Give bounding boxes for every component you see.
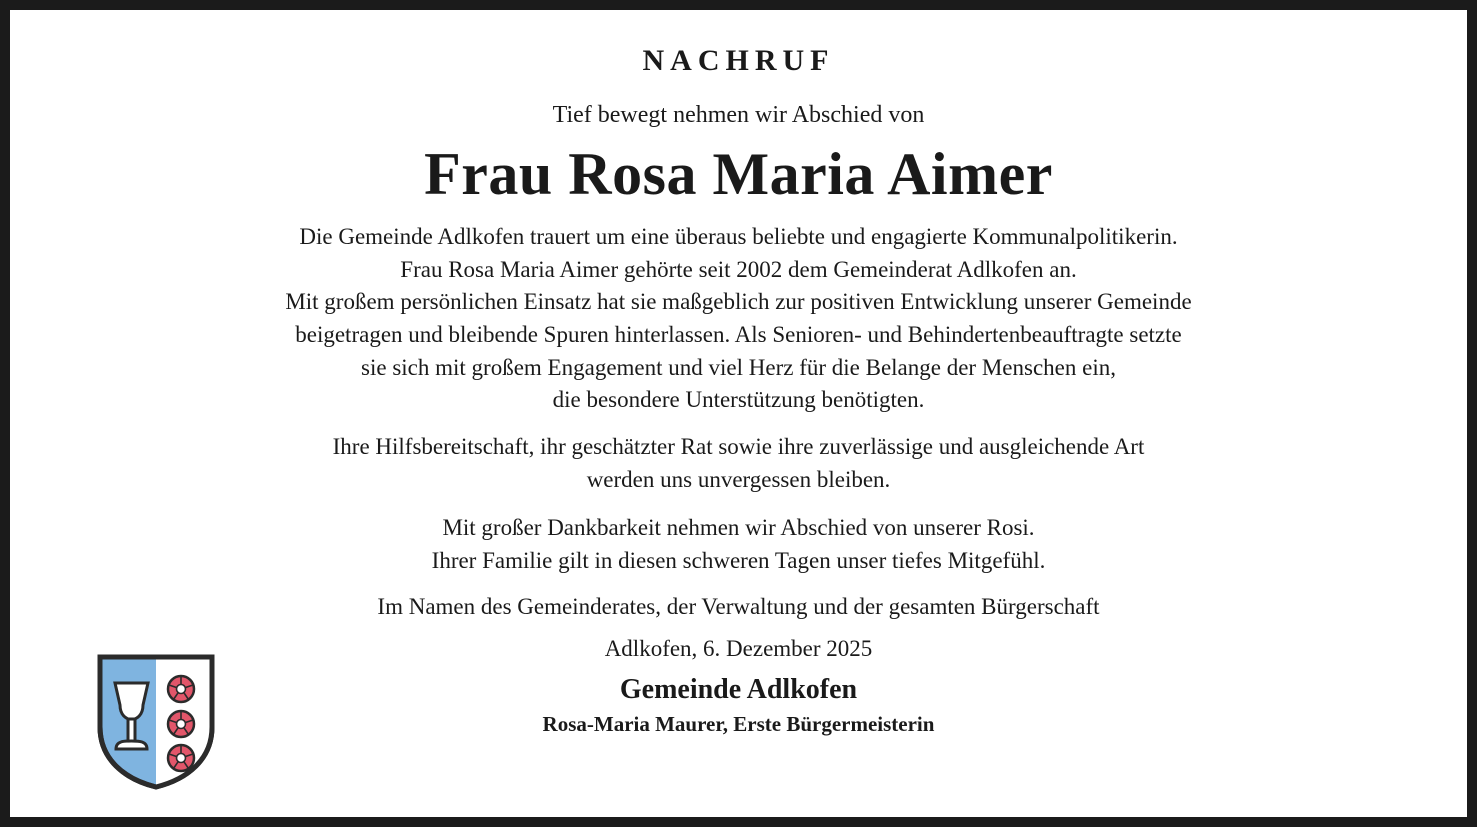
intro-text: Tief bewegt nehmen wir Abschied von bbox=[552, 102, 925, 128]
tribute-line: beigetragen und bleibende Spuren hinterlassen. Als Senioren- und Behindertenbeauftragte setzte bbox=[295, 321, 1182, 347]
municipality-name: Gemeinde Adlkofen bbox=[619, 673, 858, 705]
tribute-line: Frau Rosa Maria Aimer gehörte seit 2002 dem Gemeinderat Adlkofen an. bbox=[400, 256, 1077, 282]
tribute-line: Mit großer Dankbarkeit nehmen wir Abschied von unserer Rosi. bbox=[442, 515, 1035, 541]
tribute-line: Ihre Hilfsbereitschaft, ihr geschätzter Rat sowie ihre zuverlässige und ausgleichende Art bbox=[332, 433, 1145, 459]
tribute-line: werden uns unvergessen bleiben. bbox=[586, 466, 891, 492]
deceased-name: Frau Rosa Maria Aimer bbox=[424, 141, 1053, 207]
tribute-paragraph-2 bbox=[50, 431, 1427, 496]
tribute-paragraph-1 bbox=[50, 221, 1427, 417]
tribute-line: Die Gemeinde Adlkofen trauert um eine überaus beliebte und engagierte Kommunalpolitikerin. bbox=[299, 224, 1178, 249]
signatory: Rosa-Maria Maurer, Erste Bürgermeisterin bbox=[542, 711, 935, 736]
tribute-line: die besondere Unterstützung benötigten. bbox=[552, 387, 925, 413]
place-and-date: Adlkofen, 6. Dezember 2025 bbox=[604, 635, 873, 661]
adlkofen-coat-of-arms-icon bbox=[96, 653, 216, 791]
tribute-line: Mit großem persönlichen Einsatz hat sie maßgeblich zur positiven Entwicklung unserer Gemeinde bbox=[285, 289, 1192, 315]
closing-line: Im Namen des Gemeinderates, der Verwaltung und der gesamten Bürgerschaft bbox=[377, 593, 1100, 619]
tribute-line: Ihrer Familie gilt in diesen schweren Tagen unser tiefes Mitgefühl. bbox=[431, 547, 1046, 573]
page-title: NACHRUF bbox=[642, 44, 835, 77]
tribute-paragraph-3 bbox=[50, 512, 1427, 577]
tribute-line: sie sich mit großem Engagement und viel Herz für die Belange der Menschen ein, bbox=[361, 354, 1116, 380]
